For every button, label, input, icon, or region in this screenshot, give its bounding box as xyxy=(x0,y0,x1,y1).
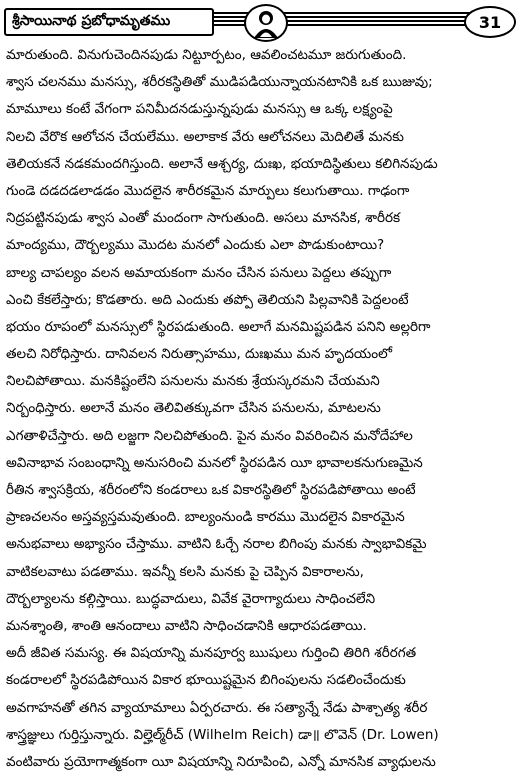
text-line: అవగాహనతో తగిన వ్యాయామాలు ఏర్పరచారు. ఈ సత్యాన్నే నేడు పాశ్చాత్య శరీర xyxy=(6,699,428,716)
text-line: ఎంచి కేకలేస్తారు; కొడతారు. అది ఎందుకు తప్పో తెలియని పిల్లవానికి పెద్దలంటే xyxy=(6,291,409,308)
text-line: తెలియకనే నడకమందగిస్తుంది. అలానే ఆశ్చర్య, దుఃఖ, భయాదిస్థితులు కలిగినపుడు xyxy=(6,155,438,172)
text-line: కండరాలలో స్థిరపడిపోయిన వికార భూయిష్టమైన బిగింపులను సడలించేందుకు xyxy=(6,672,406,689)
text-line: శాస్త్రజ్ఞులు గుర్తిస్తున్నారు. విల్హెల్మ్‌రీచ్ (Wilhelm Reich) డా॥ లొవెన్ (Dr. Lowen) xyxy=(6,726,439,743)
text-line: అనుభవాలు అభ్యాసం చేస్తాము. వాటిని ఓర్చే నరాల బిగింపు మనకు స్వాభావికమై xyxy=(6,536,427,553)
text-line: అదీ జీవిత సమస్య. ఈ విషయాన్ని మనపూర్వ ఋషులు గుర్తించి తిరిగి శరీరగత xyxy=(6,645,417,662)
text-line: శ్వాస చలనము మనస్సు, శరీరకస్థితితో ముడిపడియున్నాయనటానికి ఒక ఋజువు; xyxy=(6,74,433,91)
text-line: నిర్బంధిస్తారు. అలానే మనం తెలివితక్కువగా చేసిన పనులను, మాటలను xyxy=(6,400,381,417)
text-line: రీతిన శ్వాసక్రియ, శరీరంలోని కండరాలు ఒక వికారస్థితిలో స్థిరపడిపోతాయి అంటే xyxy=(6,482,416,498)
text-line: మారుతుంది. వినుగుచెందినపుడు నిట్టూర్పటం, ఆవలించటమూ జరుగుతుంది. xyxy=(6,47,407,63)
text-line: తలచి నిరోధిస్తారు. దానివలన నిరుత్సాహము, దుఃఖము మన హృదయంలో xyxy=(6,346,392,363)
text-line: నిద్రపట్టినపుడు శ్వాస ఎంతో మందంగా సాగుతుంది. అసలు మానసిక, శారీరక xyxy=(6,210,401,227)
text-line: మనశ్శాంతి, శాంతి ఆనందాలు వాటిని సాధించడానికి ఆధారపడతాయి. xyxy=(6,617,367,634)
text-line: మామూలు కంటే వేగంగా పనిమీదనడుస్తున్నపుడు మనస్సు ఆ ఒక్క లక్ష్యంపై xyxy=(6,101,393,118)
text-line: మాంద్యము, దౌర్బల్యము మొదట మనలో ఎందుకు ఎలా పొడుకుంటాయి? xyxy=(6,237,385,254)
header-rule-right xyxy=(294,12,470,30)
page-number-box xyxy=(464,6,516,38)
text-line: భయం రూపంలో మనస్సులో స్థిరపడుతుంది. అలాగే మనమిష్టపడిన పనిని అల్లరిగా xyxy=(6,318,431,335)
book-title-box xyxy=(4,8,214,36)
text-line: ప్రాణచలనం అస్తవ్యస్తమవుతుంది. బాల్యంనుండి కారము మొదలైన వికారమైన xyxy=(6,509,405,526)
page-header xyxy=(4,4,516,38)
text-line: వంటివారు ప్రయోగాత్మకంగా యీ విషయాన్ని నిరూపించి, ఎన్నో మానసిక వ్యాధులను xyxy=(6,753,436,770)
text-line: దౌర్బల్యాలను కల్గిస్తాయి. బుద్ధవాదులు, వివేక వైరాగ్యాదులు సాధించలేని xyxy=(6,590,376,607)
text-line: వాటికలవాటు పడతాము. ఇవన్నీ కలసి మనకు పై చెప్పిన వికారాలను, xyxy=(6,563,364,580)
sai-baba-portrait-icon xyxy=(244,4,288,42)
text-line: ఎగతాళిచేస్తారు. అది లజ్జగా నిలచిపోతుంది. పైన మనం వివరించిన మనోదేహాల xyxy=(6,427,413,444)
text-line: నిలచి వేరొక ఆలోచన చేయలేము. అలాకాక వేరు ఆలోచనలు మెదిలితే మనకు xyxy=(6,128,404,145)
page-number: 31 xyxy=(478,13,502,32)
body-text xyxy=(6,42,514,776)
text-line: నిలచిపోతాయి. మనకిష్టంలేని పనులను మనకు శ్రేయస్కరమని చేయమని xyxy=(6,373,380,390)
text-line: బాల్య చాపల్యం వలన అమాయకంగా మనం చేసిన పనులు పెద్దలు తప్పుగా xyxy=(6,264,392,281)
text-line: గుండె దడదడలాడడం మొదలైన శారీరకమైన మార్పులు కలుగుతాయి. గాఢంగా xyxy=(6,182,410,199)
text-line: అవినాభావ సంబంధాన్ని అనుసరించి మనలో స్థిరపడిన యీ భావాలకనుగుణమైన xyxy=(6,454,423,471)
book-title: శ్రీసాయినాథ ప్రబోధామృతము xyxy=(12,13,171,29)
